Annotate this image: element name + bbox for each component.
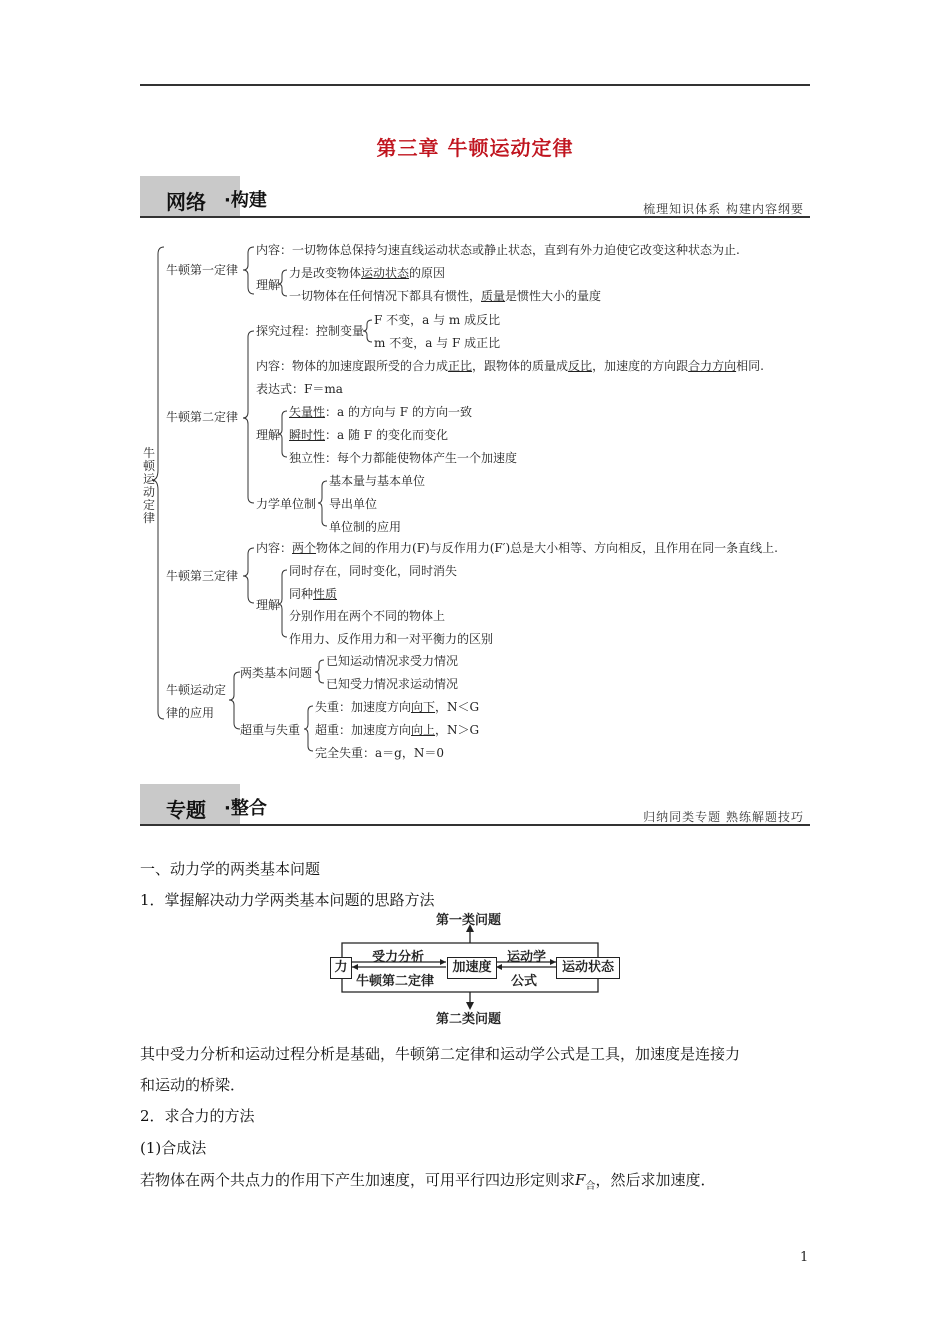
law2-understand-1: 矢量性：a 的方向与 F 的方向一致 — [289, 405, 472, 419]
law2-units-label: 力学单位制 — [256, 497, 317, 511]
app-name-1: 牛顿运动定 — [166, 683, 227, 697]
flow-force-box: 力 — [330, 957, 352, 979]
heading-1: 一、动力学的两类基本问题 — [140, 860, 321, 878]
flow-label-newton-second: 牛顿第二定律 — [356, 974, 435, 989]
law2-unit-1: 基本量与基本单位 — [329, 474, 426, 488]
banner-sub: ·整合 — [224, 798, 267, 819]
app-basic-label: 两类基本问题 — [240, 666, 313, 680]
page-number: 1 — [800, 1250, 809, 1265]
app-weight-3: 完全失重：a＝g，N＝0 — [315, 746, 444, 760]
law2-explore-2: m 不变，a 与 F 成正比 — [374, 336, 501, 350]
law2-understand-label: 理解 — [256, 428, 281, 442]
paragraph-2: 若物体在两个共点力的作用下产生加速度，可用平行四边形定则求$F_合$，然后求加速度． — [140, 1171, 716, 1192]
heading-2: 1．掌握解决动力学两类基本问题的思路方法 — [140, 891, 435, 909]
law3-understand-3: 分别作用在两个不同的物体上 — [289, 609, 446, 623]
banner-main: 专题 — [166, 798, 206, 822]
law2-understand-2: 瞬时性：a 随 F 的变化而变化 — [289, 428, 448, 442]
banner-right: 梳理知识体系 构建内容纲要 — [643, 202, 804, 216]
flow-label-formula: 公式 — [511, 974, 538, 989]
law3-content: 内容：两个物体之间的作用力(F)与反作用力(F′)总是大小相等、方向相反，且作用在同一条直线上. — [256, 541, 778, 555]
paragraph-1-line-1: 其中受力分析和运动过程分析是基础，牛顿第二定律和运动学公式是工具，加速度是连接力 — [140, 1045, 741, 1063]
banner-right: 归纳同类专题 熟练解题技巧 — [643, 810, 804, 824]
heading-3: 2．求合力的方法 — [140, 1107, 255, 1125]
law2-unit-2: 导出单位 — [329, 497, 378, 511]
law1-content: 内容：一切物体总保持匀速直线运动状态或静止状态，直到有外力迫使它改变这种状态为止. — [256, 243, 740, 257]
flow-accel-box: 加速度 — [447, 957, 497, 979]
banner-main: 网络 — [166, 190, 206, 214]
law1-understand-1: 力是改变物体运动状态的原因 — [289, 266, 446, 280]
flow-top-label: 第一类问题 — [436, 913, 502, 928]
mindmap-root: 牛 顿 运 动 定 律 — [143, 446, 156, 525]
flow-label-force-analysis: 受力分析 — [372, 950, 425, 965]
law1-name: 牛顿第一定律 — [166, 263, 239, 277]
law2-expression: 表达式：F＝ma — [256, 382, 343, 396]
paragraph-1-line-2: 和运动的桥梁． — [140, 1076, 246, 1094]
law2-name: 牛顿第二定律 — [166, 410, 239, 424]
heading-4: (1)合成法 — [140, 1139, 207, 1157]
app-weight-1: 失重：加速度方向向下，N＜G — [315, 700, 480, 714]
law3-name: 牛顿第三定律 — [166, 569, 239, 583]
law1-understand-label: 理解 — [256, 278, 281, 292]
flow-motion-box: 运动状态 — [556, 957, 620, 979]
app-weight-label: 超重与失重 — [240, 723, 301, 737]
app-basic-1: 已知运动情况求受力情况 — [326, 654, 459, 668]
app-basic-2: 已知受力情况求运动情况 — [326, 677, 459, 691]
flow-label-kinematics: 运动学 — [507, 950, 547, 965]
law3-understand-4: 作用力、反作用力和一对平衡力的区别 — [289, 632, 494, 646]
law2-understand-3: 独立性：每个力都能使物体产生一个加速度 — [289, 451, 518, 465]
app-name-2: 律的应用 — [166, 706, 215, 720]
law2-explore-1: F 不变，a 与 m 成反比 — [374, 313, 501, 327]
banner-sub: ·构建 — [224, 190, 267, 211]
chapter-title: 第三章 牛顿运动定律 — [376, 136, 574, 160]
flow-bottom-label: 第二类问题 — [436, 1012, 502, 1027]
law3-understand-label: 理解 — [256, 598, 281, 612]
law2-explore-label: 探究过程：控制变量 — [256, 324, 365, 338]
law3-understand-2: 同种性质 — [289, 587, 338, 601]
law3-understand-1: 同时存在，同时变化，同时消失 — [289, 564, 458, 578]
law2-content: 内容：物体的加速度跟所受的合力成正比，跟物体的质量成反比，加速度的方向跟合力方向相同. — [256, 359, 764, 373]
law2-unit-3: 单位制的应用 — [329, 520, 402, 534]
law1-understand-2: 一切物体在任何情况下都具有惯性，质量是惯性大小的量度 — [289, 289, 602, 303]
app-weight-2: 超重：加速度方向向上，N＞G — [315, 723, 480, 737]
